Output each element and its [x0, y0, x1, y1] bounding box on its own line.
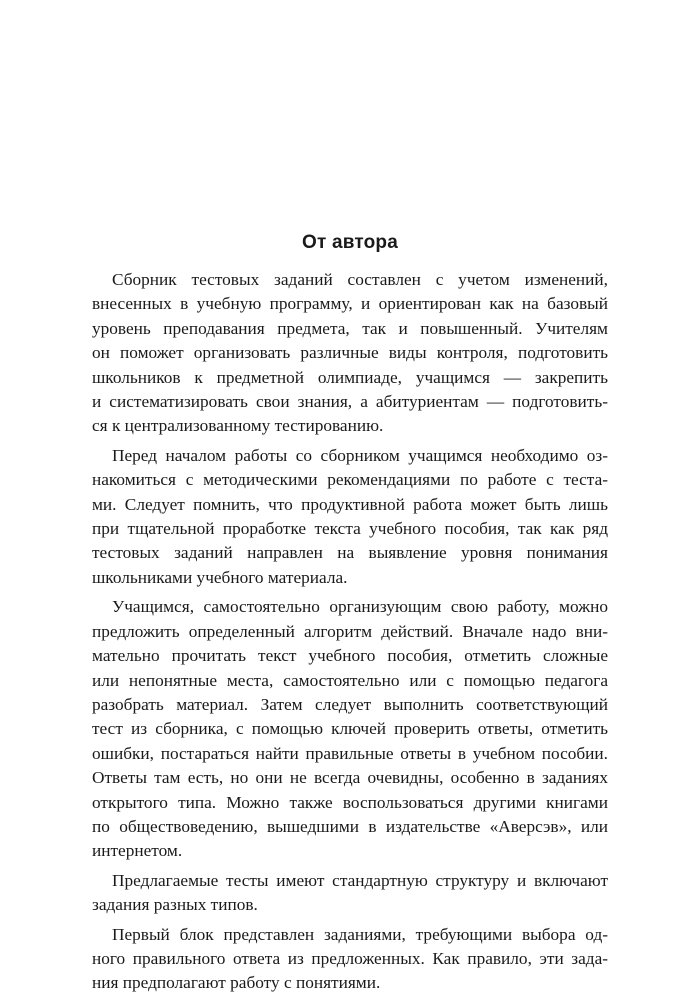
text-line: по обществоведению, вышедшими в издательстве «Аверсэв», или [92, 816, 608, 836]
text-line: ошибки, постараться найти правильные ответы в учебном пособии. [92, 743, 608, 763]
paragraph-5 [92, 923, 608, 996]
text-line: ми. Следует помнить, что продуктивной работа может быть лишь [92, 494, 608, 514]
text-line: внесенных в учебную программу, и ориентирован как на базовый [92, 294, 608, 314]
text-line: школьниками учебного материала. [92, 567, 348, 587]
text-line: школьников к предметной олимпиаде, учащимся — закрепить [92, 367, 608, 387]
text-line: он поможет организовать различные виды контроля, подготовить [92, 343, 608, 363]
text-line: Перед началом работы со сборником учащимся необходимо оз- [112, 445, 608, 465]
text-line: тестовых заданий направлен на выявление уровня понимания [92, 543, 608, 563]
text-line: открытого типа. Можно также воспользоваться другими книгами [92, 792, 608, 812]
text-line: предложить определенный алгоритм действий. Вначале надо вни- [92, 621, 608, 641]
text-line: уровень преподавания предмета, так и повышенный. Учителям [92, 318, 608, 338]
text-line: Сборник тестовых заданий составлен с учетом изменений, [112, 270, 608, 289]
text-line: тест из сборника, с помощью ключей проверить ответы, отметить [92, 719, 608, 739]
text-line: ного правильного ответа из предложенных. Как правило, эти зада- [92, 948, 608, 968]
text-line: ния предполагают работу с понятиями. [92, 973, 381, 993]
paragraph-4 [92, 869, 608, 918]
paragraph-2 [92, 444, 608, 590]
text-line: и систематизировать свои знания, а абитуриентам — подготовить- [92, 392, 608, 412]
paragraph-3 [92, 595, 608, 863]
text-line: Учащимся, самостоятельно организующим свою работу, можно [112, 597, 608, 617]
page-title: От автора [302, 232, 398, 253]
text-line: задания разных типов. [92, 895, 258, 915]
text-line: при тщательной проработке текста учебного пособия, так как ряд [92, 519, 608, 539]
text-line: мательно прочитать текст учебного пособия, отметить сложные [92, 646, 608, 666]
text-line: Ответы там есть, но они не всегда очевидны, особенно в заданиях [92, 768, 608, 788]
body-text [92, 268, 608, 1001]
text-line: разобрать материал. Затем следует выполнить соответствующий [92, 694, 608, 714]
text-line: интернетом. [92, 841, 183, 861]
text-line: или непонятные места, самостоятельно или с помощью педагога [92, 670, 608, 690]
text-line: Предлагаемые тесты имеют стандартную структуру и включают [112, 870, 608, 890]
text-line: ся к централизованному тестированию. [92, 416, 384, 436]
text-line: накомиться с методическими рекомендациями по работе с теста- [92, 470, 608, 490]
text-line: Первый блок представлен заданиями, требующими выбора од- [112, 924, 608, 944]
paragraph-1 [92, 268, 608, 439]
